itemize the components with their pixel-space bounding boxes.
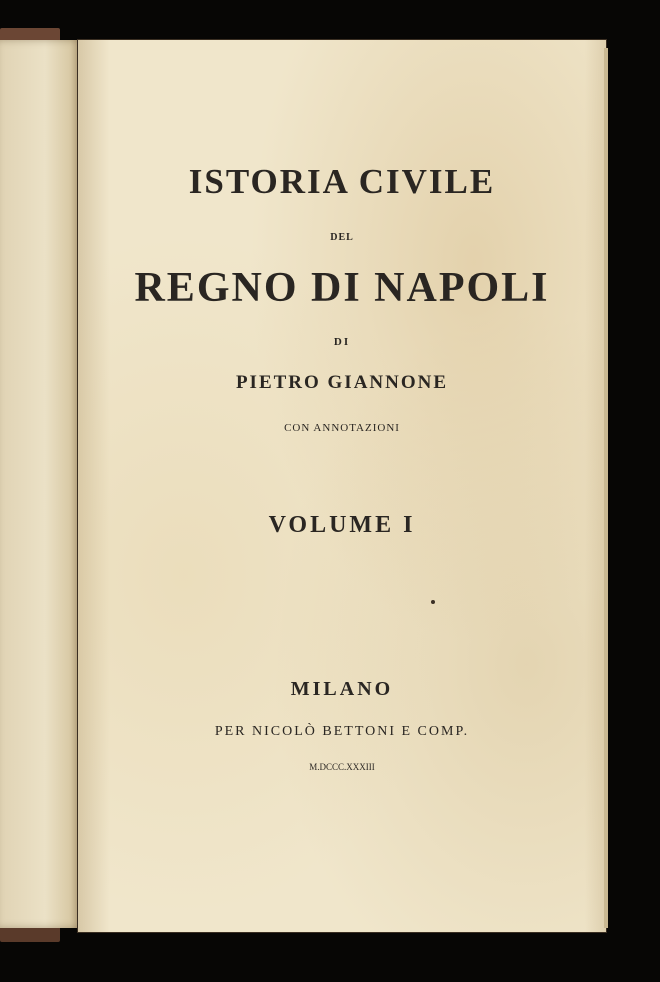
annotation-note: CON ANNOTAZIONI (284, 422, 400, 434)
title-line-1: ISTORIA CIVILE (188, 162, 496, 201)
ink-speck (431, 600, 435, 604)
author-name: PIETRO GIANNONE (235, 372, 449, 393)
publisher-line: PER NICOLÒ BETTONI E COMP. (214, 724, 470, 739)
publication-place: MILANO (290, 678, 394, 700)
connector-del: DEL (330, 232, 354, 243)
connector-di: DI (333, 336, 351, 348)
title-line-2: REGNO DI NAPOLI (134, 265, 550, 311)
volume-label: VOLUME I (268, 512, 416, 538)
publication-year: M.DCCC.XXXIII (309, 762, 375, 772)
left-page (0, 40, 82, 928)
